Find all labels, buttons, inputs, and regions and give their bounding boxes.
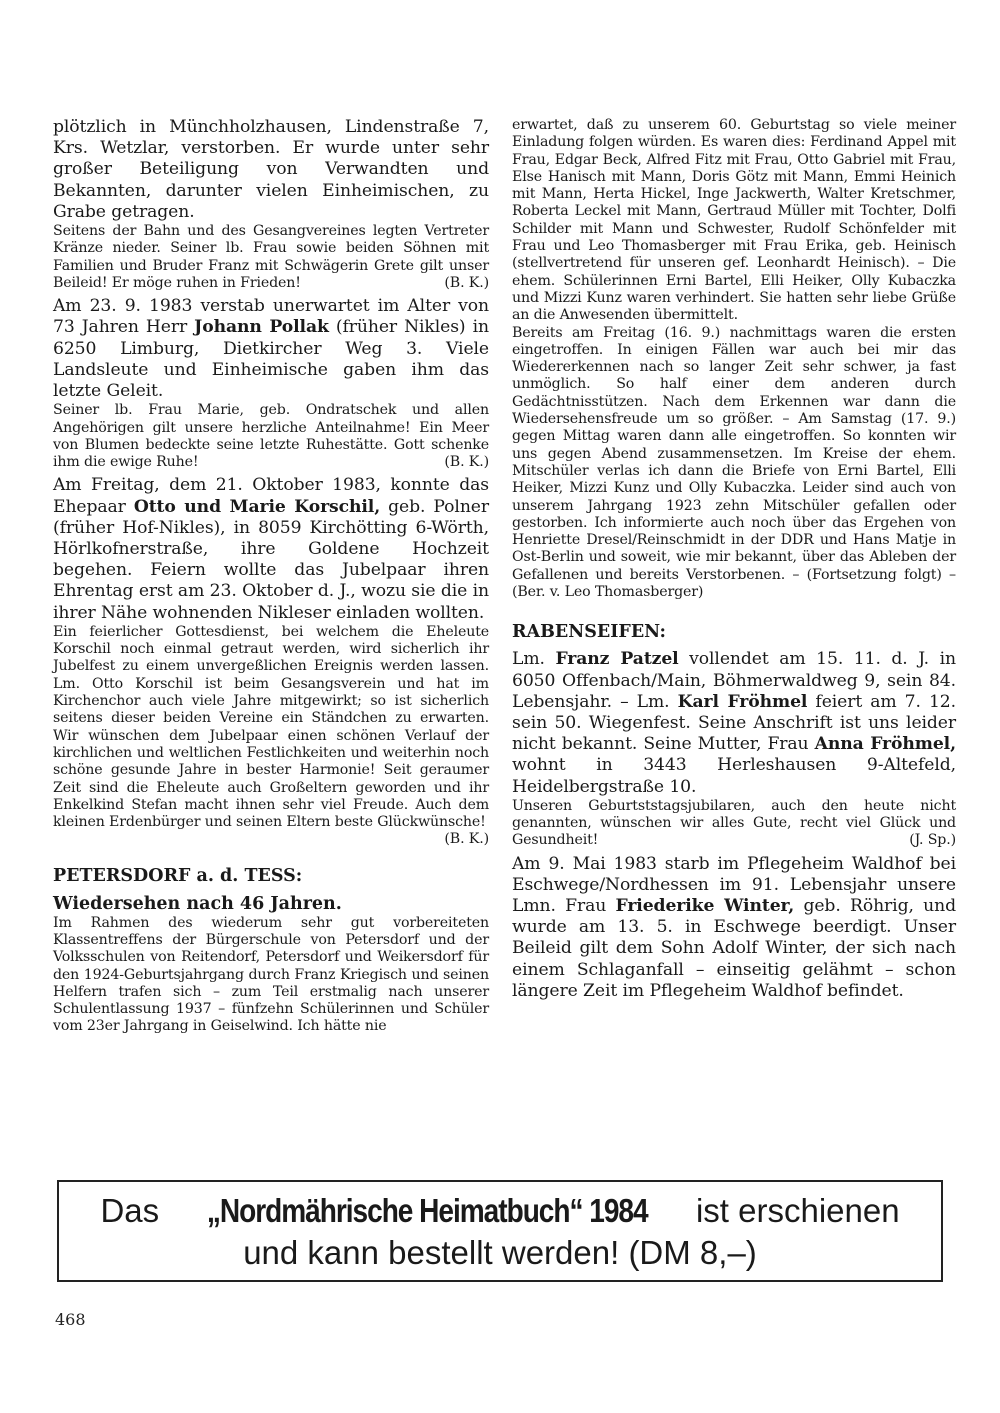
book-title: „Nordmährische Heimatbuch“ 1984 bbox=[207, 1192, 648, 1229]
section-heading-petersdorf: PETERSDORF a. d. TESS: bbox=[53, 865, 303, 886]
golden-wedding-details: Ein feierlicher Gottesdienst, bei welchem die Eheleute Korschil noch einmal getraut werden, wird sicherlich ihr Jubelfest zu einem unvergeßlichen Ereignis werden lassen. Lm. Otto Korschil ist beim Gesangsverein und hat im Kirchenchor auch viele Jahre mitgewirkt; so ist sicherlich seitens dieser beiden Vereine ein Ständchen zu erwarten. Wir wünschen dem Jubelpaar einen schönen Verlauf der kirchlichen und weltlichen Festlichkeiten und weiterhin noch schöne gesunde Jahre in bester Harmonie! Seit geraumer Zeit sind die Eheleute auch Großeltern geworden und ihr Enkelkind Stefan macht ihnen sehr viel Freude. Auch dem kleinen Erdenbürger und seinen Eltern beste Glückwünsche! (B. K.) bbox=[53, 623, 489, 848]
right-column bbox=[512, 117, 956, 1002]
advertisement-line-1: Das „Nordmährische Heimatbuch“ 1984 ist erschienen bbox=[59, 1190, 941, 1232]
author-signature: (B. K.) bbox=[444, 831, 489, 848]
obituary-continuation: plötzlich in Münchholzhausen, Lindenstraße 7, Krs. Wetzlar, verstorben. Er wurde unter sehr großer Beteiligung von Verwandten und Bekannten, darunter vielen Einheimischen, zu Grabe getragen. bbox=[53, 117, 489, 222]
person-name: Johann Pollak bbox=[194, 317, 329, 338]
person-name: Karl Fröhmel bbox=[677, 691, 808, 712]
obituary-pollak-condolence: Seiner lb. Frau Marie, geb. Ondratschek und allen Angehörigen gilt unsere herzliche Anteilnahme! Ein Meer von Blumen bedeckte seine letzte Ruhestätte. Gott schenke ihm die ewige Ruhe! (B. K.) bbox=[53, 402, 489, 471]
birthday-wishes: Unseren Geburtststagsjubilaren, auch den heute nicht genannten, wünschen wir alles Gute, recht viel Glück und Gesundheit! (J. Sp.) bbox=[512, 797, 956, 849]
author-signature: (B. K.) bbox=[444, 454, 489, 471]
book-advertisement-box bbox=[57, 1180, 943, 1282]
person-name: Anna Fröhmel, bbox=[814, 734, 956, 755]
author-signature: (J. Sp.) bbox=[909, 832, 956, 849]
obituary-condolence bbox=[53, 223, 489, 292]
person-name: Otto und Marie Korschil, bbox=[133, 496, 381, 517]
birthday-announcements: Lm. Franz Patzel vollendet am 15. 11. d. J. in 6050 Offenbach/Main, Böhmerwaldweg 9, sein 84. Lebensjahr. – Lm. Karl Fröhmel feiert am 7. 12. sein 50. Wiegenfest. Seine Anschrift ist uns leider nicht bekannt. Seine Mutter, Frau Anna Fröhmel, wohnt in 3443 Herleshausen 9-Altefeld, Heidelbergstraße 10. bbox=[512, 649, 956, 797]
obituary-condolence-text: Seitens der Bahn und des Gesangvereines legten Vertreter Kränze nieder. Seiner lb. Frau sowie beiden Söhnen mit Familien und Bruder Franz mit Schwägerin Grete gilt unser Beileid! Er möge ruhen in Frieden! bbox=[53, 223, 489, 291]
person-name: Franz Patzel bbox=[555, 649, 679, 670]
reunion-article-start: Im Rahmen des wiederum sehr gut vorbereiteten Klassentreffens der Bürgerschule von Petersdorf und der Volksschulen von Reitendorf, Petersdorf und Weikersdorf für den 1924-Geburtsjahrgang durch Franz Kriegisch und seinen Helfern trafen sich – zum Teil erstmalig nach unserer Schulentlassung 1937 – fünfzehn Schülerinnen und Schüler vom 23er Jahrgang in Geiselwind. Ich hätte nie bbox=[53, 914, 489, 1035]
advertisement-line-2: und kann bestellt werden! (DM 8,–) bbox=[243, 1234, 757, 1271]
reunion-article-continued: erwartet, daß zu unserem 60. Geburtstag so viele meiner Einladung folgen würden. Es waren dies: Ferdinand Appel mit Frau, Edgar Beck, Alfred Fitz mit Frau, Otto Gabriel mit Frau, Else Hanisch mit Mann, Doris Götz mit Mann, Emmi Heinich mit Mann, Herta Hickel, Inge Jackwerth, Walter Kretschmer, Roberta Leckel mit Mann, Gertraud Müller mit Tochter, Dolfi Schilder mit Mann und Schwester, Rudolf Schönfelder mit Frau und Leo Thomasberger mit Frau Erika, geb. Heinisch (stellvertretend für unseren gef. Leonhardt Heinisch). – Die ehem. Schülerinnen Erni Bartel, Elli Heiker, Olly Kubaczka und Mizzi Kunz waren verhindert. Sie hatten sehr liebe Grüße an die Anwesenden übermittelt. bbox=[512, 117, 956, 324]
author-signature: (B. K.) bbox=[444, 274, 489, 291]
article-subheading: Wiedersehen nach 46 Jahren. bbox=[53, 893, 342, 914]
left-column bbox=[53, 117, 489, 1036]
section-heading-rabenseifen: RABENSEIFEN: bbox=[512, 622, 667, 643]
golden-wedding-announcement: Am Freitag, dem 21. Oktober 1983, konnte das Ehepaar Otto und Marie Korschil, geb. Polner (früher Hof-Nikles), in 8059 Kirchötting 6-Wörth, Hörlkofnerstraße, ihre Goldene Hochzeit begehen. Feiern wollte das Jubelpaar ihren Ehrentag erst am 23. Oktober d. J., wozu sie die in ihrer Nähe wohnenden Nikleser einladen wollten. bbox=[53, 475, 489, 623]
obituary-pollak: Am 23. 9. 1983 verstab unerwartet im Alter von 73 Jahren Herr Johann Pollak (früher Nikles) in 6250 Limburg, Dietkircher Weg 3. Viele Landsleute und Einheimische gaben ihm das letzte Geleit. bbox=[53, 296, 489, 402]
reunion-article-report: Bereits am Freitag (16. 9.) nachmittags waren die ersten eingetroffen. In einigen Fällen war auch bei mir das Wiedererkennen nach so langer Zeit sehr schwer, ja fast unmöglich. So half einer dem anderen durch Gedächtnisstützen. Nach dem Erkennen war dann die Wiedersehensfreude um so größer. – Am Samstag (17. 9.) gegen Mittag waren dann alle eingetroffen. So konnten wir uns gegen Abend zusammensetzen. Im Kreise der ehem. Mitschüler verlas ich dann die Briefe von Erni Bartel, Elli Heiker, Mizzi Kunz und Olly Kubaczka. Leider sind auch von unserem Jahrgang 1923 zehn Mitschüler gefallen oder gestorben. Ich informierte auch noch über das Ergehen von Henriette Dresel/Reinschmidt in der DDR und Hans Matje in Ost-Berlin und soweit, wie mir bekannt, über das Ableben der Gefallenen und bereits Verstorbenen. – (Fortsetzung folgt) – (Ber. v. Leo Thomasberger) bbox=[512, 324, 956, 601]
person-name: Friederike Winter, bbox=[615, 896, 795, 917]
page-number: 468 bbox=[55, 1310, 86, 1329]
obituary-winter: Am 9. Mai 1983 starb im Pflegeheim Waldhof bei Eschwege/Nordhessen im 91. Lebensjahr unsere Lmn. Frau Friederike Winter, geb. Röhrig, und wurde am 13. 5. in Eschwege beerdigt. Unser Beileid gilt dem Sohn Adolf Winter, der sich nach einem Schlaganfall – einseitig gelähmt – schon längere Zeit im Pflegeheim Waldhof befindet. bbox=[512, 853, 956, 1001]
